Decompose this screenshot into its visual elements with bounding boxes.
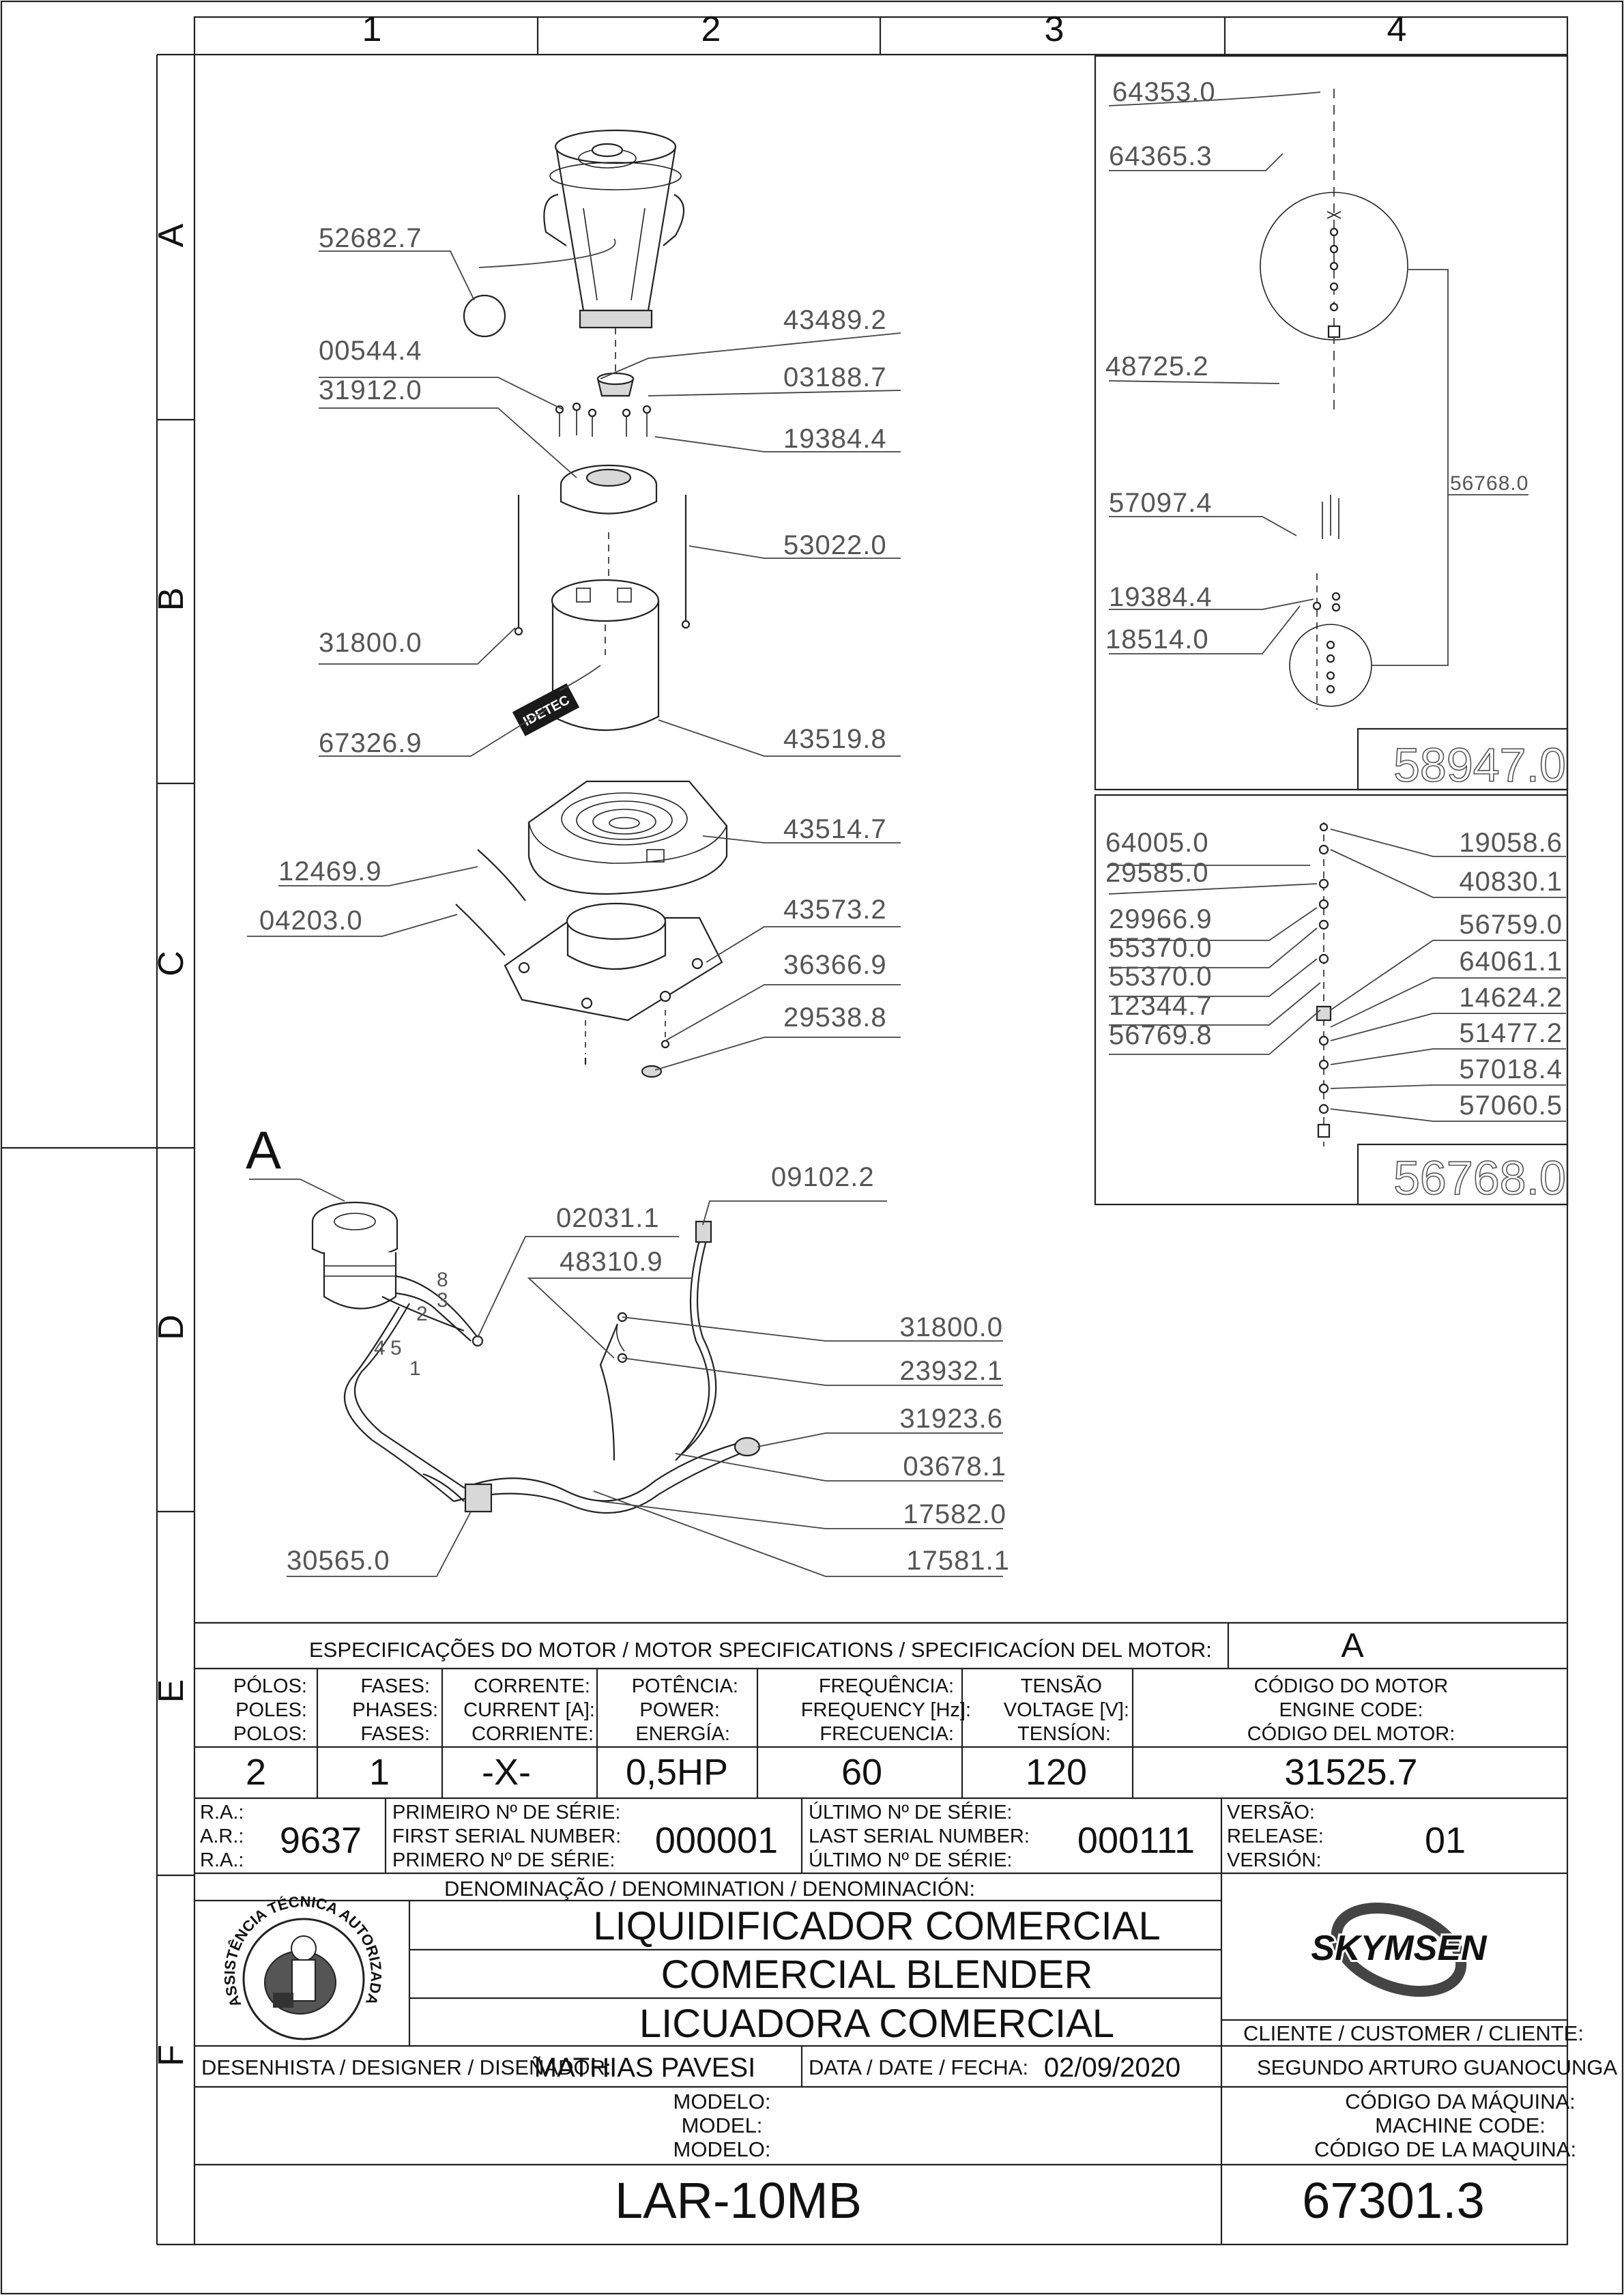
motor-cover-illustration — [561, 465, 656, 587]
spec-engine-code-label-en: ENGINE CODE: — [1279, 1699, 1423, 1721]
last-serial-value: 000111 — [1077, 1820, 1195, 1861]
serials-row — [194, 1798, 1567, 1873]
grid-col-2: 2 — [701, 10, 721, 49]
label-19384-4-detail: 19384.4 — [1109, 582, 1213, 612]
spec-current-label-en: CURRENT [A]: — [463, 1699, 595, 1721]
label-30565-0: 30565.0 — [287, 1546, 390, 1576]
label-57060-5: 57060.5 — [1459, 1091, 1563, 1121]
label-64005-0: 64005.0 — [1105, 828, 1209, 858]
wire-number-8: 8 — [437, 1269, 448, 1291]
grid-row-f: F — [151, 2045, 191, 2066]
label-04203-0: 04203.0 — [259, 906, 363, 936]
spec-poles-label-en: POLES: — [235, 1699, 307, 1721]
label-43573-2: 43573.2 — [783, 895, 887, 925]
spec-frequency-label-pt: FREQUÊNCIA: — [818, 1675, 954, 1697]
brand-name: SKYMSEN — [1311, 1929, 1487, 1968]
first-serial-label-pt: PRIMEIRO Nº DE SÉRIE: — [392, 1802, 621, 1823]
label-17581-1: 17581.1 — [906, 1546, 1010, 1576]
label-56759-0: 56759.0 — [1459, 910, 1563, 940]
version-label-es: VERSIÓN: — [1227, 1849, 1322, 1871]
specs-header: ESPECIFICAÇÕES DO MOTOR / MOTOR SPECIFICATIONS / SPECIFICACÍON DEL MOTOR: — [309, 1638, 1212, 1662]
spec-engine-code-value: 31525.7 — [1284, 1752, 1418, 1793]
spec-power-value: 0,5HP — [625, 1752, 729, 1793]
grid-column-labels — [362, 10, 1407, 49]
model-value: LAR-10MB — [615, 2172, 862, 2229]
label-43514-7: 43514.7 — [783, 814, 887, 844]
exploded-view — [456, 130, 727, 1077]
label-19384-4: 19384.4 — [783, 424, 887, 454]
seal-text: ASSISTÊNCIA TÉCNICA AUTORIZADA — [220, 1892, 386, 2010]
spec-voltage-label-es: TENSÍON: — [1017, 1723, 1111, 1745]
grid-col-1: 1 — [362, 10, 382, 49]
label-29966-9: 29966.9 — [1109, 904, 1213, 934]
label-67326-9: 67326.9 — [319, 728, 422, 758]
label-56769-8: 56769.8 — [1109, 1020, 1213, 1050]
skymsen-logo — [1311, 1892, 1488, 2007]
wire-number-5: 5 — [390, 1337, 402, 1359]
label-57018-4: 57018.4 — [1459, 1054, 1563, 1084]
label-14624-2: 14624.2 — [1459, 983, 1563, 1013]
label-64365-3: 64365.3 — [1109, 141, 1213, 171]
grid-col-3: 3 — [1044, 10, 1064, 49]
detail-58947-code: 58947.0 — [1393, 738, 1566, 792]
bottom-plate-illustration — [505, 904, 722, 1077]
label-02031-1: 02031.1 — [556, 1203, 660, 1233]
wiring-detail-letter: A — [246, 1120, 282, 1180]
label-48310-9: 48310.9 — [560, 1247, 663, 1277]
label-52682-7: 52682.7 — [319, 223, 422, 253]
label-53022-0: 53022.0 — [783, 530, 887, 560]
label-40830-1: 40830.1 — [1459, 867, 1563, 897]
date-value: 02/09/2020 — [1043, 2053, 1181, 2083]
customer-label: CLIENTE / CUSTOMER / CLIENTE: — [1243, 2021, 1584, 2045]
spec-poles-label-pt: PÓLOS: — [233, 1675, 307, 1697]
spec-power-label-en: POWER: — [639, 1699, 720, 1721]
spec-phases-value: 1 — [368, 1752, 390, 1793]
machine-code-value: 67301.3 — [1302, 2172, 1485, 2229]
label-57097-4: 57097.4 — [1109, 488, 1213, 518]
designer-value: MATHIAS PAVESI — [534, 2053, 756, 2083]
label-31800-0-wiring: 31800.0 — [899, 1312, 1003, 1342]
label-31912-0: 31912.0 — [319, 375, 422, 405]
label-03188-7: 03188.7 — [783, 362, 887, 392]
label-55370-0-b: 55370.0 — [1109, 962, 1213, 992]
jar-illustration — [544, 130, 684, 372]
model-label-en: MODEL: — [681, 2113, 763, 2137]
label-48725-2: 48725.2 — [1105, 351, 1209, 381]
model-label-pt: MODELO: — [673, 2090, 771, 2113]
label-43519-8: 43519.8 — [783, 724, 887, 754]
grid-col-4: 4 — [1387, 10, 1407, 49]
label-29538-8: 29538.8 — [783, 1002, 887, 1033]
ra-value: 9637 — [279, 1820, 362, 1861]
label-12344-7: 12344.7 — [1109, 991, 1213, 1021]
designer-label: DESENHISTA / DESIGNER / DISEÑADOR: — [201, 2055, 611, 2079]
spec-current-value: -X- — [482, 1752, 531, 1793]
spec-frequency-label-es: FRECUENCIA: — [820, 1723, 954, 1745]
spec-engine-code-label-pt: CÓDIGO DO MOTOR — [1253, 1675, 1449, 1697]
label-31800-0: 31800.0 — [319, 628, 422, 658]
specs-detail-letter: A — [1341, 1626, 1364, 1664]
base-illustration — [529, 781, 727, 894]
first-serial-value: 000001 — [654, 1820, 779, 1861]
spec-poles-label-es: POLOS: — [233, 1723, 307, 1745]
grid-row-d: D — [151, 1314, 191, 1340]
product-name-en: COMERCIAL BLENDER — [661, 1952, 1093, 1997]
spec-frequency-label-en: FREQUENCY [Hz]: — [800, 1699, 971, 1721]
label-00544-4: 00544.4 — [319, 336, 422, 366]
spec-power-label-pt: POTÊNCIA: — [631, 1675, 738, 1697]
ra-label-2: A.R.: — [200, 1825, 244, 1847]
ra-label-1: R.A.: — [200, 1802, 244, 1823]
spec-poles-value: 2 — [245, 1752, 267, 1793]
product-name-es: LICUADORA COMERCIAL — [639, 2002, 1115, 2046]
label-18514-0: 18514.0 — [1105, 624, 1209, 654]
title-block — [194, 1873, 1618, 2245]
date-label: DATA / DATE / FECHA: — [809, 2055, 1029, 2079]
label-56768-0-ref: 56768.0 — [1450, 472, 1529, 495]
grid-row-b: B — [151, 587, 191, 611]
label-23932-1: 23932.1 — [899, 1356, 1003, 1386]
grid-row-e: E — [151, 1679, 191, 1703]
machine-code-label-pt: CÓDIGO DA MÁQUINA: — [1345, 2090, 1576, 2113]
label-36366-9: 36366.9 — [783, 950, 887, 980]
cords-illustration — [456, 850, 525, 955]
spec-current-label-es: CORRIENTE: — [472, 1723, 594, 1745]
spec-phases-label-pt: FASES: — [360, 1675, 430, 1697]
authorized-service-seal — [221, 1893, 385, 2039]
wire-number-1: 1 — [409, 1357, 421, 1380]
coupling-illustration — [556, 373, 650, 437]
first-serial-label-es: PRIMERO Nº DE SÉRIE: — [392, 1849, 615, 1871]
spec-engine-code-label-es: CÓDIGO DEL MOTOR: — [1247, 1723, 1455, 1745]
version-value: 01 — [1424, 1820, 1466, 1861]
label-51477-2: 51477.2 — [1459, 1018, 1563, 1048]
label-19058-6: 19058.6 — [1459, 828, 1563, 858]
detail-box-56768 — [1095, 795, 1567, 1204]
version-label-en: RELEASE: — [1227, 1825, 1324, 1847]
spec-power-label-es: ENERGÍA: — [635, 1723, 730, 1745]
model-label-es: MODELO: — [673, 2137, 771, 2161]
seal-disc-illustration — [464, 295, 505, 336]
spec-current-label-pt: CORRENTE: — [474, 1675, 590, 1697]
wire-number-4: 4 — [374, 1337, 386, 1359]
detail-box-58947 — [1095, 56, 1567, 792]
wire-number-2: 2 — [416, 1303, 428, 1325]
label-55370-0-a: 55370.0 — [1109, 933, 1213, 963]
label-17582-0: 17582.0 — [903, 1499, 1006, 1529]
label-09102-2: 09102.2 — [771, 1162, 875, 1192]
spec-voltage-value: 120 — [1025, 1752, 1088, 1793]
label-03678-1: 03678.1 — [903, 1452, 1006, 1482]
spec-frequency-value: 60 — [841, 1752, 883, 1793]
label-43489-2: 43489.2 — [783, 305, 887, 335]
last-serial-label-es: ÚLTIMO Nº DE SÉRIE: — [809, 1849, 1013, 1871]
last-serial-label-pt: ÚLTIMO Nº DE SÉRIE: — [809, 1802, 1013, 1823]
wiring-detail — [246, 1120, 1010, 1576]
spec-phases-label-en: PHASES: — [352, 1699, 438, 1721]
label-64061-1: 64061.1 — [1459, 947, 1563, 977]
label-64353-0: 64353.0 — [1112, 77, 1216, 107]
label-29585-0: 29585.0 — [1105, 858, 1209, 888]
first-serial-label-en: FIRST SERIAL NUMBER: — [392, 1825, 622, 1847]
last-serial-label-en: LAST SERIAL NUMBER: — [809, 1825, 1030, 1847]
spec-phases-label-es: FASES: — [360, 1723, 430, 1745]
label-12469-9: 12469.9 — [278, 856, 382, 886]
machine-code-label-es: CÓDIGO DE LA MAQUINA: — [1314, 2137, 1577, 2161]
detail-56768-code: 56768.0 — [1393, 1151, 1566, 1204]
wire-number-3: 3 — [437, 1289, 448, 1312]
ra-label-3: R.A.: — [200, 1849, 244, 1871]
specs-table — [194, 1623, 1567, 1798]
spec-voltage-label-en: VOLTAGE [V]: — [1003, 1699, 1129, 1721]
spec-voltage-label-pt: TENSÃO — [1020, 1675, 1102, 1697]
grid-row-a: A — [151, 223, 191, 248]
label-31923-6: 31923.6 — [899, 1404, 1003, 1434]
denomination-label: DENOMINAÇÃO / DENOMINATION / DENOMINACIÓN: — [444, 1877, 975, 1901]
machine-code-label-en: MACHINE CODE: — [1375, 2113, 1546, 2137]
customer-value: SEGUNDO ARTURO GUANOCUNGA — [1257, 2055, 1618, 2079]
product-name-pt: LIQUIDIFICADOR COMERCIAL — [593, 1904, 1161, 1948]
grid-row-c: C — [151, 951, 191, 977]
version-label-pt: VERSÃO: — [1227, 1802, 1315, 1823]
sticker-text: IDETEC — [521, 692, 572, 730]
